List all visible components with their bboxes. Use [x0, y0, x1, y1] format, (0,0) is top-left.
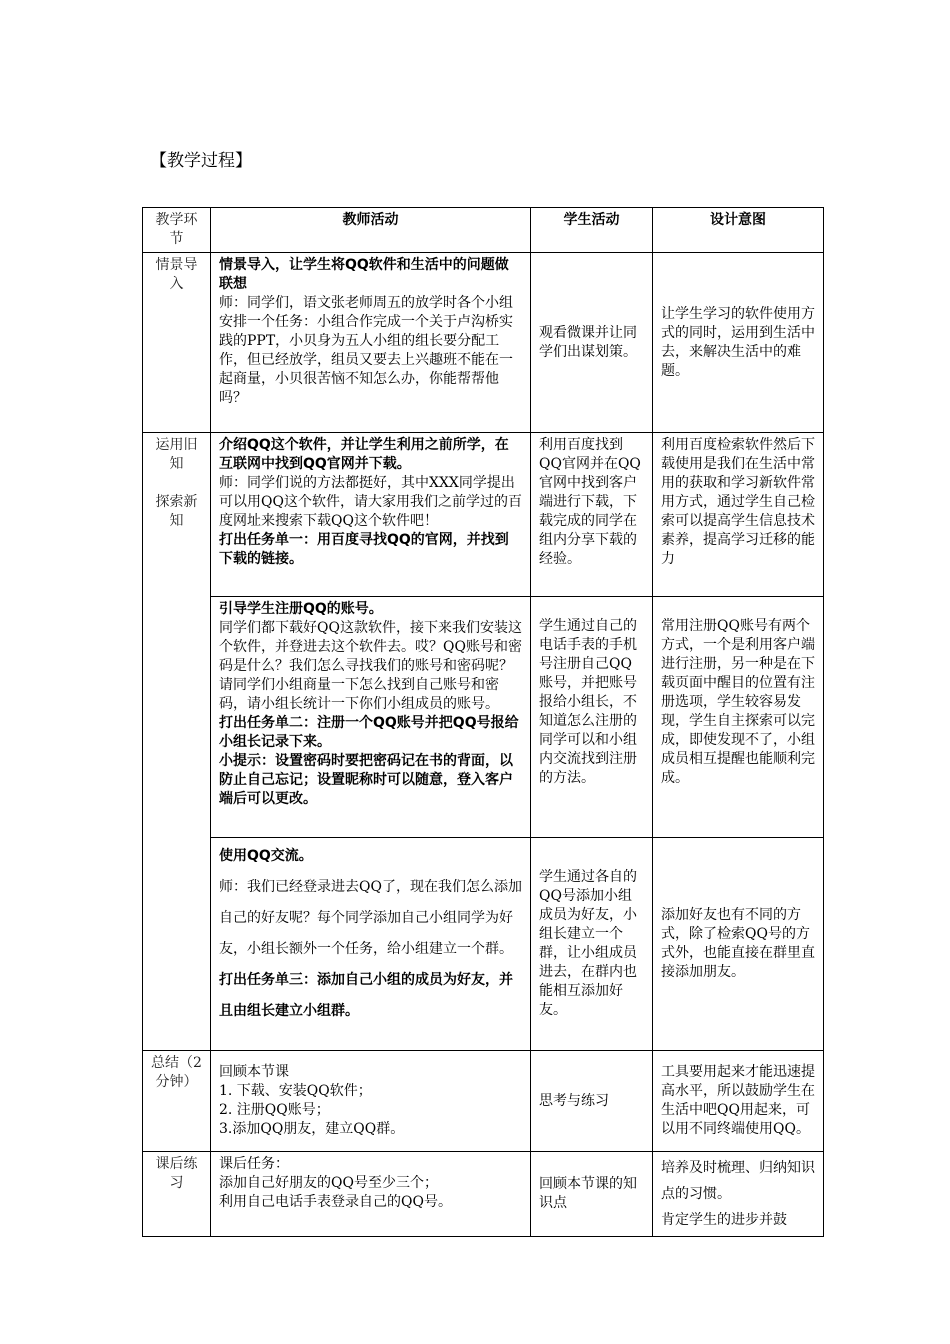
- student-text: 观看微课并让同学们出谋划策。: [539, 324, 637, 360]
- tip-text: 小提示：设置密码时要把密码记在书的背面，以防止自己忘记；设置昵称时可以随意，登入客户端后可以更改。: [219, 753, 513, 807]
- student-cell: [531, 253, 653, 433]
- teacher-bold-text: 使用QQ交流。: [219, 848, 313, 864]
- header-teacher: 教师活动: [211, 208, 531, 253]
- student-cell: [531, 597, 653, 838]
- stage-cell: [143, 433, 211, 1051]
- teacher-text: 同学们都下载好QQ这款软件，接下来我们安装这个软件，并登进去这个软件去。哎？QQ账号和密码是什么？我们怎么寻找我们的账号和密码呢？请同学们小组商量一下怎么找到自己账号和密码，请小组长统计一下你们小组成员的账号。: [219, 620, 522, 712]
- teacher-bold-text: 情景导入，让学生将QQ软件和生活中的问题做联想: [219, 257, 509, 292]
- teacher-bold-text: 引导学生注册QQ的账号。: [219, 601, 383, 617]
- student-text: 回顾本节课的知识点: [539, 1176, 637, 1211]
- teacher-cell: [211, 433, 531, 597]
- teacher-text: 师：同学们，语文张老师周五的放学时各个小组安排一个任务：小组合作完成一个关于卢沟桥实践的PPT，小贝身为五人小组的组长要分配工作，但已经放学，组员又要去上兴趣班不能在一起商量，小贝很苦恼不知怎么办，你能帮帮他吗？: [219, 295, 513, 406]
- teacher-text: 添加自己好朋友的QQ号至少三个；: [219, 1175, 438, 1191]
- teacher-text: 回顾本节课: [219, 1064, 289, 1080]
- student-text: 学生通过各自的QQ号添加小组成员为好友，小组长建立一个群，让小组成员进去，在群内也能相互添加好友。: [539, 869, 637, 1018]
- student-cell: [531, 838, 653, 1051]
- header-row: [143, 208, 824, 253]
- header-intent: 设计意图: [653, 208, 824, 253]
- table-row: [143, 253, 824, 433]
- header-student: 学生活动: [531, 208, 653, 253]
- intent-cell: [653, 253, 824, 433]
- list-item: 3.添加QQ朋友，建立QQ群。: [219, 1121, 405, 1137]
- stage-cell: 课后练习: [143, 1152, 211, 1237]
- intent-cell: [653, 838, 824, 1051]
- intent-text: 肯定学生的进步并鼓: [661, 1212, 787, 1228]
- intent-cell: [653, 1051, 824, 1152]
- stage-cell: 情景导入: [143, 253, 211, 433]
- intent-text: 添加好友也有不同的方式，除了检索QQ号的方式外，也能直接在群里直接添加朋友。: [661, 907, 815, 980]
- student-text: 利用百度找到QQ官网并在QQ官网中找到客户端进行下载，下载完成的同学在组内分享下载的经验。: [539, 437, 641, 567]
- teacher-bold-text: 介绍QQ这个软件，并让学生利用之前所学，在互联网中找到QQ官网并下载。: [219, 437, 509, 472]
- teacher-cell: [211, 1051, 531, 1152]
- student-text: 学生通过自己的电话手表的手机号注册自己QQ账号，并把账号报给小组长，不知道怎么注册的同学可以和小组内交流找到注册的方法。: [539, 618, 637, 786]
- intent-text: 培养及时梳理、归纳知识点的习惯。: [661, 1160, 815, 1202]
- table-row: [143, 1051, 824, 1152]
- intent-text: 常用注册QQ账号有两个方式，一个是利用客户端进行注册，另一种是在下载页面中醒目的位置有注册选项，学生较容易发现，学生自主探索可以完成，即使发现不了，小组成员相互提醒也能顺利完成。: [661, 618, 815, 786]
- list-item: 1. 下载、安装QQ软件；: [219, 1083, 372, 1099]
- teacher-cell: [211, 1152, 531, 1237]
- teacher-cell: [211, 253, 531, 433]
- student-cell: [531, 1152, 653, 1237]
- task-sheet-3: 打出任务单三：添加自己小组的成员为好友，并且由组长建立小组群。: [219, 972, 513, 1019]
- table-row: [143, 597, 824, 838]
- task-sheet-2: 打出任务单二：注册一个QQ账号并把QQ号报给小组长记录下来。: [219, 715, 519, 750]
- list-item: 2. 注册QQ账号；: [219, 1102, 330, 1118]
- stage-text: 运用旧知: [155, 437, 198, 472]
- intent-text: 让学生学习的软件使用方式的同时，运用到生活中去，来解决生活中的难题。: [661, 305, 815, 379]
- intent-cell: [653, 597, 824, 838]
- intent-cell: [653, 1152, 824, 1237]
- student-cell: [531, 433, 653, 597]
- intent-text: 利用百度检索软件然后下载使用是我们在生活中常用的获取和学习新软件常用方式，通过学生自己检索可以提高学生信息技术素养，提高学习迁移的能力: [661, 437, 815, 567]
- intent-cell: [653, 433, 824, 597]
- intent-text: 工具要用起来才能迅速提高水平，所以鼓励学生在生活中吧QQ用起来，可以用不同终端使用QQ。: [661, 1064, 815, 1137]
- table-row: [143, 433, 824, 597]
- teacher-cell: [211, 597, 531, 838]
- section-heading: 【教学过程】: [150, 151, 252, 171]
- teacher-text: 利用自己电话手表登录自己的QQ号。: [219, 1194, 452, 1210]
- teacher-text: 师：同学们说的方法都挺好，其中XXX同学提出可以用QQ这个软件，请大家用我们之前学过的百度网址来搜索下载QQ这个软件吧！: [219, 475, 522, 529]
- task-sheet-1: 打出任务单一：用百度寻找QQ的官网，并找到下载的链接。: [219, 532, 509, 567]
- header-stage: 教学环节: [143, 208, 211, 253]
- student-cell: [531, 1051, 653, 1152]
- teaching-process-table: [142, 207, 824, 1237]
- stage-cell: 总结（2分钟）: [143, 1051, 211, 1152]
- teacher-text: 师：我们已经登录进去QQ了，现在我们怎么添加自己的好友呢？每个同学添加自己小组同学为好友，小组长额外一个任务，给小组建立一个群。: [219, 879, 522, 957]
- stage-text: 探索新知: [155, 494, 198, 529]
- student-text: 思考与练习: [539, 1092, 609, 1109]
- teacher-cell: [211, 838, 531, 1051]
- teacher-text: 课后任务：: [219, 1156, 289, 1172]
- table-row: [143, 1152, 824, 1237]
- table-row: [143, 838, 824, 1051]
